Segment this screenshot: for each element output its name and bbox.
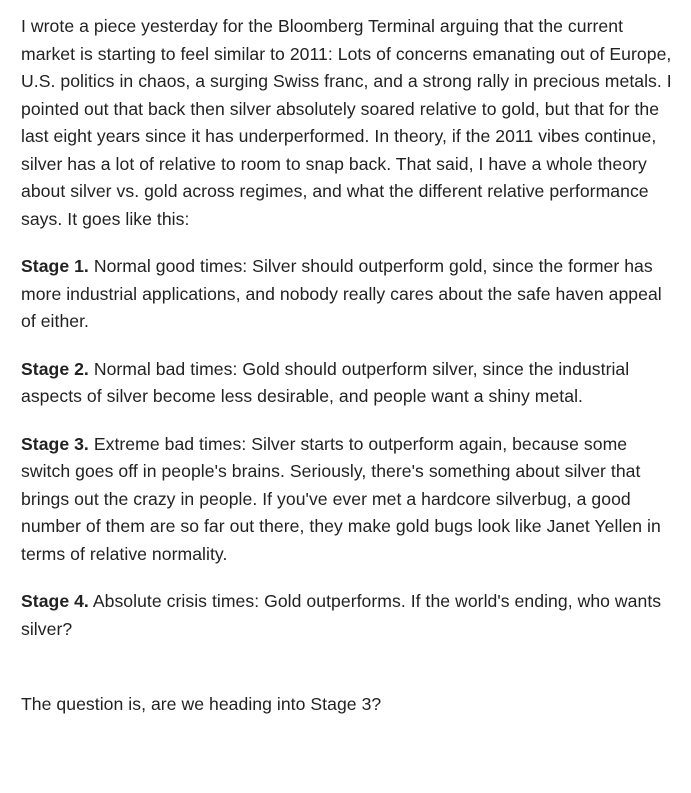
stage-3-paragraph <box>21 431 676 569</box>
stage-3-text: Extreme bad times: Silver starts to outperform again, because some switch goes off in people's brains. Seriously, there's something about silver that brings out the crazy in people. If you've ever met a hardcore silverbug, a good number of them are so far out there, they make gold bugs look like Janet Yellen in terms of relative normality. <box>21 433 661 564</box>
stage-1-text: Normal good times: Silver should outperform gold, since the former has more industrial applications, and nobody really cares about the safe haven appeal of either. <box>21 256 662 331</box>
stage-4-label: Stage 4. <box>21 591 89 611</box>
stage-2-text: Normal bad times: Gold should outperform silver, since the industrial aspects of silver become less desirable, and people want a shiny metal. <box>21 358 630 406</box>
stage-2-label: Stage 2. <box>21 358 89 379</box>
paragraph-spacer <box>21 663 676 691</box>
article-body <box>21 13 676 718</box>
stage-1-paragraph <box>21 253 676 336</box>
intro-paragraph: I wrote a piece yesterday for the Bloomberg Terminal arguing that the current market is starting to feel similar to 2011: Lots of concerns emanating out of Europe, U.S. politics in chaos, a surging Swiss franc, and a strong rally in precious metals. I pointed out that back then silver absolutely soared relative to gold, but that for the last eight years since it has underperformed. In theory, if the 2011 vibes continue, silver has a lot of relative to room to snap back. That said, I have a whole theory about silver vs. gold across regimes, and what the different relative performance says. It goes like this: <box>21 16 672 229</box>
stage-3-label: Stage 3. <box>21 433 89 454</box>
closing-question: The question is, are we heading into Stage 3? <box>21 693 382 714</box>
stage-4-paragraph <box>21 588 676 643</box>
stage-1-label: Stage 1. <box>21 256 89 276</box>
stage-2-paragraph <box>21 356 676 411</box>
stage-4-text: Absolute crisis times: Gold outperforms. If the world's ending, who wants silver? <box>21 591 662 639</box>
